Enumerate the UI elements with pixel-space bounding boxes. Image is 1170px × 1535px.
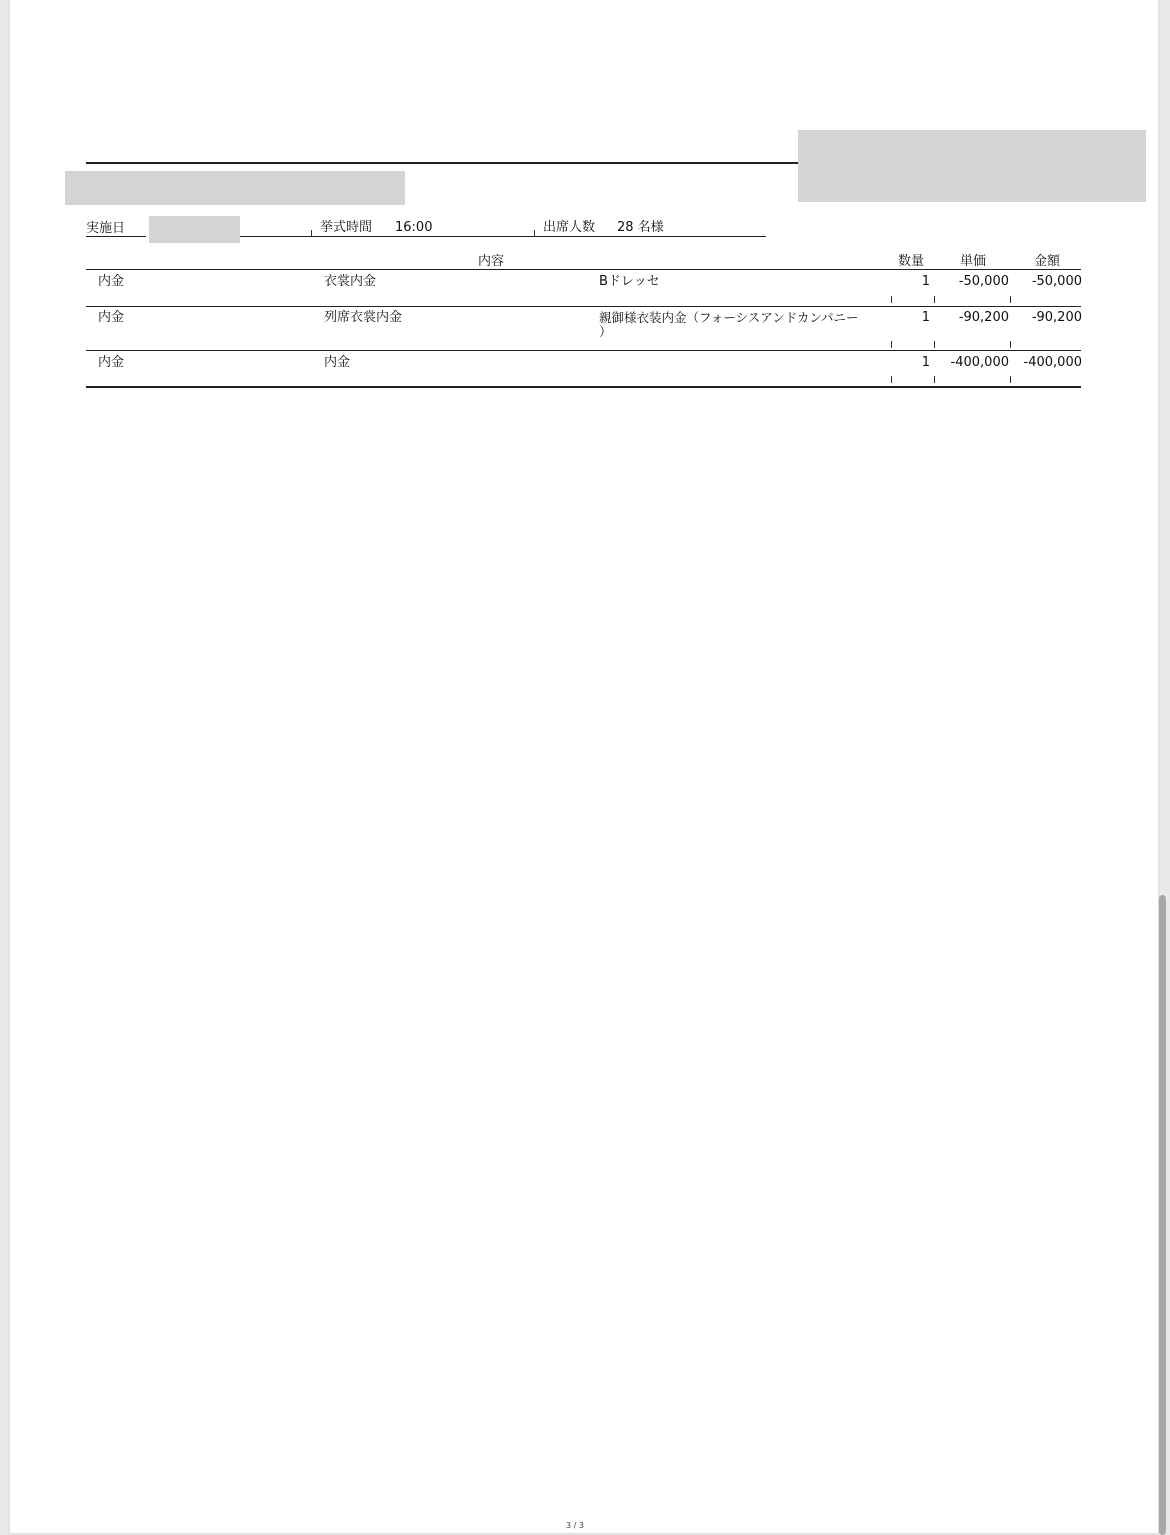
top-rule — [86, 162, 798, 164]
ceremony-time-value: 16:00 — [395, 220, 433, 235]
redacted-block-top-right — [798, 130, 1146, 202]
row-category: 内金 — [98, 310, 125, 325]
header-separator — [311, 230, 312, 237]
redacted-block-title — [65, 171, 405, 205]
table-bottom-rule — [86, 386, 1081, 388]
row-rule — [86, 350, 1081, 351]
row-amount: -50,000 — [1031, 274, 1082, 289]
column-header-content: 内容 — [478, 254, 505, 269]
cell-tick — [934, 296, 935, 303]
row-detail: 親御様衣装内金（フォーシスアンドカンパニー — [599, 310, 859, 325]
row-amount: -90,200 — [1031, 310, 1082, 325]
row-quantity: 1 — [921, 310, 930, 325]
table-header-rule — [86, 269, 1081, 270]
date-underline — [86, 236, 146, 237]
column-header-unit-price: 単価 — [960, 254, 987, 269]
attendees-label: 出席人数 — [543, 220, 596, 235]
row-rule — [86, 306, 1081, 307]
row-detail: Bドレッセ — [599, 274, 660, 289]
attendees-value: 28 名様 — [617, 220, 664, 235]
cell-tick — [891, 296, 892, 303]
row-unit-price: -50,000 — [958, 274, 1009, 289]
row-detail-continued: ） — [599, 325, 613, 340]
scrollbar-thumb[interactable] — [1159, 895, 1166, 1535]
date-label: 実施日 — [86, 221, 126, 236]
row-quantity: 1 — [921, 274, 930, 289]
scrollbar[interactable] — [1158, 0, 1170, 1533]
column-header-quantity: 数量 — [898, 254, 925, 269]
row-unit-price: -400,000 — [950, 355, 1009, 370]
row-category: 内金 — [98, 355, 125, 370]
cell-tick — [891, 341, 892, 348]
column-header-amount: 金額 — [1034, 254, 1061, 269]
row-amount: -400,000 — [1023, 355, 1082, 370]
header-separator — [534, 230, 535, 237]
page-number: 3 / 3 — [566, 1521, 584, 1530]
row-item: 列席衣裳内金 — [324, 310, 403, 325]
row-item: 内金 — [324, 355, 351, 370]
document-page — [10, 0, 1158, 1533]
row-quantity: 1 — [921, 355, 930, 370]
row-item: 衣裳内金 — [324, 274, 377, 289]
redacted-date-value — [149, 216, 240, 243]
cell-tick — [934, 376, 935, 383]
row-category: 内金 — [98, 274, 125, 289]
ceremony-time-label: 挙式時間 — [320, 220, 373, 235]
cell-tick — [1010, 341, 1011, 348]
header-underline — [240, 236, 766, 237]
cell-tick — [1010, 376, 1011, 383]
cell-tick — [891, 376, 892, 383]
row-unit-price: -90,200 — [958, 310, 1009, 325]
cell-tick — [934, 341, 935, 348]
cell-tick — [1010, 296, 1011, 303]
